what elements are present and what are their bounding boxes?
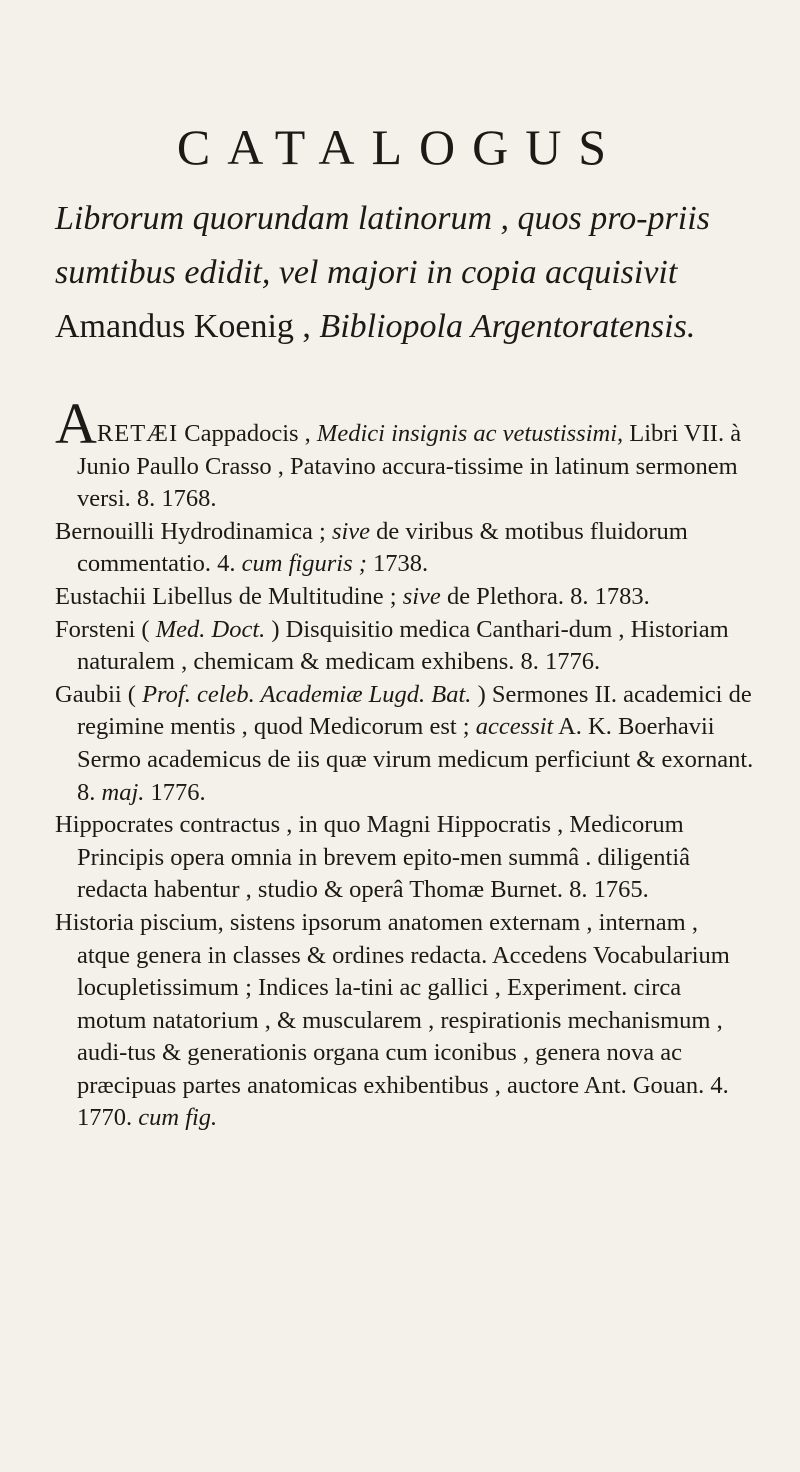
entry-italic: sive: [331, 517, 371, 545]
catalogue-entries: [55, 391, 755, 1135]
entry-text: 1738.: [366, 550, 429, 578]
entry-text: de Plethora. 8. 1783.: [440, 582, 650, 610]
entry-italic: cum fig.: [138, 1104, 218, 1132]
catalogue-entry: [55, 907, 755, 1135]
entry-text: Bernouilli Hydrodinamica ;: [55, 517, 332, 545]
entry-text: ) Sermones II. academici de regimine mentis , quod Medicorum est ;: [77, 680, 752, 741]
page-subtitle: [55, 192, 755, 354]
entry-italic: maj.: [101, 778, 145, 806]
drop-cap: A: [55, 391, 97, 456]
entry-text: Eustachii Libellus de Multitudine ;: [55, 582, 403, 610]
entry-text: de viribus & motibus fluidorum commentatio. 4.: [77, 517, 688, 578]
subtitle-part1: Librorum quorundam latinorum , quos pro-priis sumtibus edidit, vel majori in copia acquisivit: [55, 200, 710, 291]
entry-italic: cum figuris ;: [241, 550, 367, 578]
publisher-name: Amandus Koenig ,: [55, 308, 311, 345]
catalogue-entry: [55, 614, 755, 679]
entry-italic: Prof. celeb. Academiæ Lugd. Bat.: [142, 680, 472, 708]
entry-text: A. K. Boerhavii Sermo academicus de iis quæ virum medicum perficiunt & exornant. 8.: [77, 713, 754, 806]
entry-text: Historia piscium, sistens ipsorum anatomen externam , internam , atque genera in classes & ordines redacta. Accedens Vocabularium locupletissimum ; Indices la-tini ac gallici , Experiment. circa motum natatorium , & muscularem , respirationis mechanismum , audi-tus & generationis organa cum iconibus , genera nova ac præcipuas partes anatomicas exhibentibus , auctore Ant. Gouan. 4. 1770.: [55, 908, 730, 1132]
entry-author: RETÆI: [96, 420, 179, 447]
catalogue-entry: [55, 391, 755, 516]
entry-text: Gaubii (: [55, 680, 143, 708]
entry-text: ) Disquisitio medica Canthari-dum , Historiam naturalem , chemicam & medicam exhibens. 8. 1776.: [77, 615, 729, 676]
catalogue-entry: [55, 809, 755, 907]
entry-italic: sive: [402, 582, 441, 610]
entry-italic: accessit: [475, 713, 554, 741]
entry-text: Forsteni (: [55, 615, 156, 643]
entry-text: Libri VII. à Junio Paullo Crasso , Patavino accura-tissime in latinum sermonem versi. 8. 1768.: [77, 420, 742, 513]
entry-text: Cappadocis ,: [178, 420, 317, 447]
catalogue-entry: [55, 679, 755, 809]
entry-italic: Med. Doct.: [155, 615, 266, 643]
entry-text: 1776.: [144, 778, 206, 806]
subtitle-part2: Bibliopola Argentoratensis.: [319, 308, 696, 345]
catalogue-entry: [55, 516, 755, 581]
catalogue-entry: [55, 581, 755, 614]
page-heading: CATALOGUS: [176, 119, 624, 175]
entry-text: Hippocrates contractus , in quo Magni Hippocratis , Medicorum Principis opera omnia in brevem epito-men summâ . diligentiâ redacta habentur , studio & operâ Thomæ Burnet. 8. 1765.: [55, 811, 691, 904]
entry-italic: Medici insignis ac vetustissimi,: [316, 420, 624, 447]
